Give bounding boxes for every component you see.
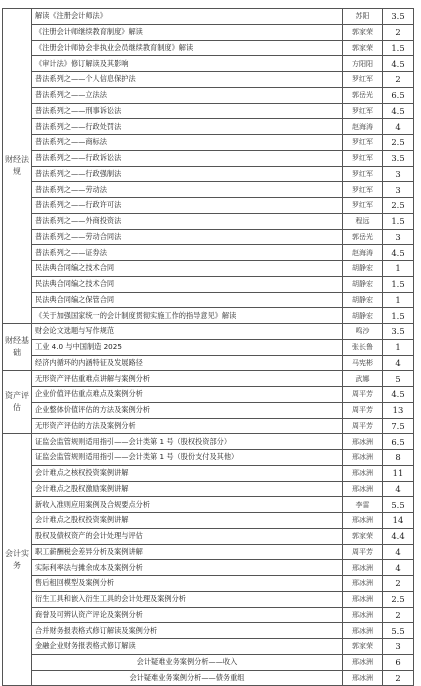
course-title: 普法系列之——立法法 [32,87,343,103]
course-hours: 2 [383,607,414,623]
category-cell [3,9,32,324]
course-hours: 4 [383,119,414,135]
course-hours: 6.5 [383,87,414,103]
course-title: 企业价值评估重点难点及案例分析 [32,387,343,403]
course-hours: 11 [383,465,414,481]
course-lecturer: 罗红军 [343,135,383,151]
course-title: 普法系列之——劳动合同法 [32,229,343,245]
table-row [3,639,414,655]
course-hours: 13 [383,402,414,418]
table-row [3,150,414,166]
course-hours: 2.5 [383,591,414,607]
course-title: 合并财务报表格式修订解读及案例分析 [32,623,343,639]
course-hours: 4.5 [383,103,414,119]
course-hours: 5.5 [383,623,414,639]
course-hours: 1.5 [383,40,414,56]
category-cell [3,371,32,434]
table-row [3,261,414,277]
course-title: 股权及债权资产的会计处理与评估 [32,528,343,544]
course-lecturer: 胡静宏 [343,276,383,292]
course-title: 无形资产评估重难点讲解与案例分析 [32,371,343,387]
course-title: 财会论文选题与写作规范 [32,324,343,340]
course-hours: 1.5 [383,308,414,324]
table-row [3,402,414,418]
course-title: 企业整体价值评估的方法及案例分析 [32,402,343,418]
course-lecturer: 赵海涛 [343,119,383,135]
course-title: 《审计法》修订解读及其影响 [32,56,343,72]
course-title: 工业 4.0 与中国制造 2025 [32,339,343,355]
course-hours: 4 [383,481,414,497]
course-hours: 3.5 [383,9,414,25]
course-lecturer: 罗红军 [343,103,383,119]
course-lecturer: 周平芳 [343,544,383,560]
table-row [3,182,414,198]
course-title: 普法系列之——行政处罚法 [32,119,343,135]
category-label: 财经基础 [5,336,29,358]
category-label: 会计实务 [5,548,29,570]
table-row [3,9,414,25]
course-lecturer: 郭家荣 [343,528,383,544]
course-hours: 4.4 [383,528,414,544]
course-hours: 5.5 [383,497,414,513]
course-hours: 4 [383,560,414,576]
course-title: 会计难点之股权投资案例讲解 [32,513,343,529]
table-row [3,528,414,544]
table-row [3,56,414,72]
category-cell [3,434,32,686]
course-lecturer: 邢冰洲 [343,434,383,450]
course-title: 普法系列之——劳动法 [32,182,343,198]
course-title: 实际利率法与摊余成本及案例分析 [32,560,343,576]
course-lecturer: 罗红军 [343,166,383,182]
course-title: 《关于加强国家统一的会计制度贯彻实施工作的指导意见》解读 [32,308,343,324]
table-row [3,654,414,670]
course-title: 普法系列之——个人信息保护法 [32,72,343,88]
course-lecturer: 胡静宏 [343,292,383,308]
course-lecturer: 周平芳 [343,418,383,434]
table-row [3,513,414,529]
course-title: 普法系列之——证券法 [32,245,343,261]
course-title: 衍生工具和嵌入衍生工具的会计处理及案例分析 [32,591,343,607]
course-hours: 2.5 [383,198,414,214]
course-hours: 1 [383,339,414,355]
course-lecturer: 邢冰洲 [343,513,383,529]
course-title: 售后租回模型及案例分析 [32,576,343,592]
course-lecturer: 罗红军 [343,150,383,166]
category-cell [3,324,32,371]
course-lecturer: 胡静宏 [343,308,383,324]
table-row [3,607,414,623]
course-hours: 4.5 [383,56,414,72]
table-row [3,591,414,607]
course-lecturer: 罗红军 [343,72,383,88]
table-row [3,276,414,292]
course-title: 《注册会计师协会非执业会员继续教育制度》解读 [32,40,343,56]
course-hours: 3 [383,229,414,245]
course-lecturer: 邢冰洲 [343,623,383,639]
course-lecturer: 邢冰洲 [343,481,383,497]
course-table-body [3,9,414,686]
course-hours: 3.5 [383,150,414,166]
course-lecturer: 武娜 [343,371,383,387]
course-title: 证监会监管规则适用指引——会计类第 1 号（股权投资部分） [32,434,343,450]
table-row [3,40,414,56]
table-row [3,434,414,450]
course-hours: 2 [383,670,414,686]
course-title: 商誉及可辨认资产评论及案例分析 [32,607,343,623]
course-hours: 4.5 [383,387,414,403]
course-lecturer: 邢冰洲 [343,576,383,592]
course-lecturer: 邢冰洲 [343,591,383,607]
course-lecturer: 周平芳 [343,387,383,403]
table-row [3,371,414,387]
course-title: 新收入准则应用案例及合规要点分析 [32,497,343,513]
table-row [3,387,414,403]
course-lecturer: 郭家荣 [343,40,383,56]
table-row [3,418,414,434]
table-row [3,119,414,135]
course-hours: 1 [383,292,414,308]
course-hours: 8 [383,450,414,466]
table-row [3,229,414,245]
course-hours: 14 [383,513,414,529]
course-hours: 2 [383,72,414,88]
course-hours: 7.5 [383,418,414,434]
course-hours: 2 [383,24,414,40]
course-title: 证监会监管规则适用指引——会计类第 1 号（股份支付及其他） [32,450,343,466]
course-title: 普法系列之——行政诉讼法 [32,150,343,166]
course-title: 《注册会计师继续教育制度》解读 [32,24,343,40]
course-title: 民法典合同编之技术合同 [32,261,343,277]
course-lecturer: 罗红军 [343,198,383,214]
course-hours: 4 [383,544,414,560]
course-lecturer: 苏阳 [343,9,383,25]
course-lecturer: 程远 [343,213,383,229]
course-hours: 1.5 [383,213,414,229]
course-hours: 4 [383,355,414,371]
course-title: 会计疑难业务案例分析——债务重组 [32,670,343,686]
course-lecturer: 张长鲁 [343,339,383,355]
table-row [3,481,414,497]
course-lecturer: 郭家荣 [343,24,383,40]
course-lecturer: 马宪彬 [343,355,383,371]
table-row [3,24,414,40]
course-title: 经济内循环的内涵特征及发展路径 [32,355,343,371]
course-title: 普法系列之——商标法 [32,135,343,151]
table-row [3,576,414,592]
course-table [2,8,414,686]
course-title: 解读《注册会计师法》 [32,9,343,25]
course-lecturer: 郭岳光 [343,229,383,245]
table-row [3,355,414,371]
course-lecturer: 邢冰洲 [343,670,383,686]
course-lecturer: 邢冰洲 [343,607,383,623]
table-row [3,339,414,355]
course-hours: 4.5 [383,245,414,261]
course-table-sheet [2,8,413,686]
course-hours: 1 [383,261,414,277]
course-lecturer: 胡静宏 [343,261,383,277]
course-lecturer: 邢冰洲 [343,465,383,481]
course-title: 民法典合同编之技术合同 [32,276,343,292]
table-row [3,465,414,481]
course-lecturer: 邢冰洲 [343,654,383,670]
course-hours: 1.5 [383,276,414,292]
course-title: 会计难点之核权投资案例讲解 [32,465,343,481]
course-hours: 6 [383,654,414,670]
course-lecturer: 周平芳 [343,402,383,418]
course-lecturer: 鸣沙 [343,324,383,340]
course-lecturer: 邢冰洲 [343,450,383,466]
course-lecturer: 郭家荣 [343,639,383,655]
course-lecturer: 赵海涛 [343,245,383,261]
course-hours: 2.5 [383,135,414,151]
course-hours: 3.5 [383,324,414,340]
table-row [3,308,414,324]
table-row [3,450,414,466]
course-title: 会计疑难业务案例分析——收入 [32,654,343,670]
course-title: 民法典合同编之保管合同 [32,292,343,308]
table-row [3,623,414,639]
course-lecturer: 邢冰洲 [343,560,383,576]
course-hours: 3 [383,182,414,198]
table-row [3,103,414,119]
course-hours: 3 [383,639,414,655]
course-hours: 3 [383,166,414,182]
table-row [3,497,414,513]
category-label: 财经法规 [5,155,29,176]
course-hours: 6.5 [383,434,414,450]
course-title: 普法系列之——行政强制法 [32,166,343,182]
table-row [3,560,414,576]
table-row [3,245,414,261]
course-lecturer: 郭岳光 [343,87,383,103]
course-title: 会计难点之股权激励案例讲解 [32,481,343,497]
course-lecturer: 李雷 [343,497,383,513]
table-row [3,324,414,340]
course-hours: 5 [383,371,414,387]
table-row [3,72,414,88]
table-row [3,198,414,214]
course-title: 普法系列之——刑事诉讼法 [32,103,343,119]
course-title: 普法系列之——行政许可法 [32,198,343,214]
category-label: 资产评估 [5,391,29,413]
course-hours: 2 [383,576,414,592]
course-lecturer: 方阳阳 [343,56,383,72]
table-row [3,87,414,103]
course-title: 职工薪酬税会差异分析及案例讲解 [32,544,343,560]
table-row [3,544,414,560]
table-row [3,292,414,308]
course-title: 普法系列之——外商投资法 [32,213,343,229]
table-row [3,135,414,151]
course-lecturer: 罗红军 [343,182,383,198]
table-row [3,213,414,229]
course-title: 无形资产评估的方法及案例分析 [32,418,343,434]
table-row [3,166,414,182]
course-title: 金融企业财务报表格式修订解读 [32,639,343,655]
